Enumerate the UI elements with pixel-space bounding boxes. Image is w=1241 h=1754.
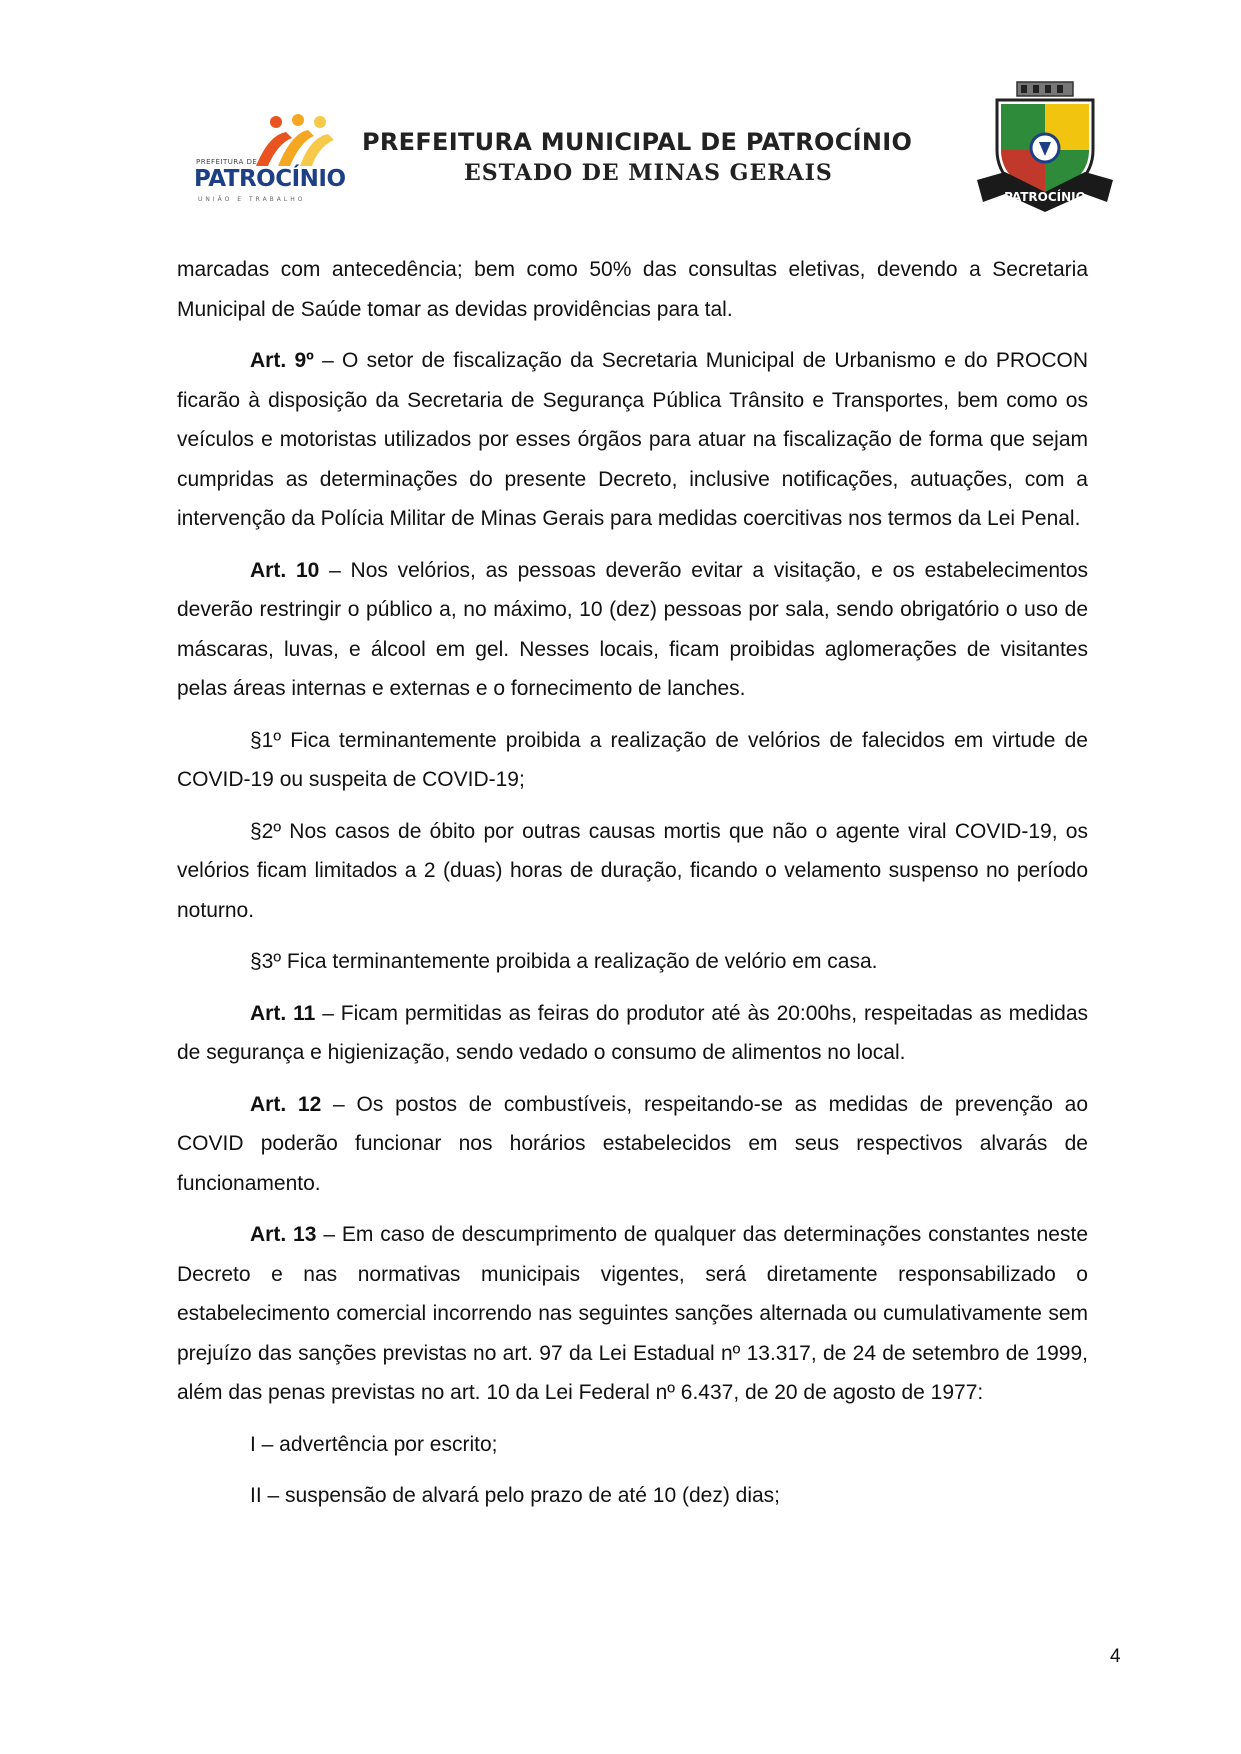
paragraph-text: II – suspensão de alvará pelo prazo de até 10 (dez) dias; (250, 1484, 781, 1507)
paragraph-art-10 (177, 551, 1088, 709)
paragraph-art-9 (177, 341, 1088, 539)
article-label: Art. 10 (250, 558, 320, 582)
page-header (0, 0, 1241, 230)
paragraph-text: I – advertência por escrito; (250, 1432, 498, 1456)
paragraph-text: marcadas com antecedência; bem como 50% das consultas eletivas, devendo a Secretaria Municipal de Saúde tomar as devidas providências para tal. (177, 258, 1088, 321)
article-label: Art. 13 (250, 1223, 317, 1246)
paragraph-art-13 (177, 1215, 1088, 1413)
paragraph-text: – Ficam permitidas as feiras do produtor até às 20:00hs, respeitadas as medidas de segurança e higienização, sendo vedado o consumo de alimentos no local. (177, 1001, 1088, 1064)
page-number: 4 (1110, 1646, 1121, 1667)
list-item-ii (177, 1476, 1088, 1516)
document-body (177, 250, 1088, 1528)
header-title: PREFEITURA MUNICIPAL DE PATROCÍNIO (362, 128, 913, 156)
list-item-i (177, 1425, 1088, 1465)
paragraph-text: – Nos velórios, as pessoas deverão evitar a visitação, e os estabelecimentos deverão restringir o público a, no máximo, 10 (dez) pessoas por sala, sendo obrigatório o uso de máscaras, luvas, e álcool em gel. Nesses locais, ficam proibidas aglomerações de visitantes pelas áreas internas e externas e o fornecimento de lanches. (177, 558, 1089, 700)
logo-small-text: PREFEITURA DE (196, 158, 258, 166)
paragraph-continuation (177, 250, 1088, 329)
coat-of-arms-icon (975, 80, 1115, 215)
paragraph-section-1 (177, 721, 1088, 800)
logo-brand-text: PATROCÍNIO (194, 166, 346, 192)
article-label: Art. 9º (250, 349, 314, 372)
article-label: Art. 12 (250, 1092, 322, 1116)
header-subtitle: ESTADO DE MINAS GERAIS (464, 160, 833, 186)
paragraph-text: §2º Nos casos de óbito por outras causas mortis que não o agente viral COVID-19, os velórios ficam limitados a 2 (duas) horas de duração, ficando o velamento suspenso no período noturno. (177, 819, 1088, 922)
header-title-block (362, 128, 962, 186)
paragraph-text: – Os postos de combustíveis, respeitando-se as medidas de prevenção ao COVID poderão funcionar nos horários estabelecidos em seus respectivos alvarás de funcionamento. (177, 1092, 1089, 1195)
paragraph-art-12 (177, 1085, 1088, 1204)
article-label: Art. 11 (250, 1001, 316, 1025)
paragraph-section-3 (177, 942, 1088, 982)
municipal-logo (190, 112, 346, 203)
paragraph-art-11 (177, 994, 1088, 1073)
people-figures-icon (246, 112, 336, 168)
crest-label: PATROCÍNIO (1004, 190, 1086, 204)
paragraph-section-2 (177, 812, 1088, 931)
paragraph-text: – Em caso de descumprimento de qualquer das determinações constantes neste Decreto e nas normativas municipais vigentes, será diretamente responsabilizado o estabelecimento comercial incorrendo nas seguintes sanções alternada ou cumulativamente sem prejuízo das sanções previstas no art. 97 da Lei Estadual nº 13.317, de 24 de setembro de 1999, além das penas previstas no art. 10 da Lei Federal nº 6.437, de 20 de agosto de 1977: (177, 1223, 1089, 1404)
paragraph-text: §3º Fica terminantemente proibida a realização de velório em casa. (250, 950, 878, 973)
logo-motto-text: UNIÃO E TRABALHO (198, 196, 306, 203)
paragraph-text: §1º Fica terminantemente proibida a realização de velórios de falecidos em virtude de COVID-19 ou suspeita de COVID-19; (177, 728, 1088, 791)
paragraph-text: – O setor de fiscalização da Secretaria Municipal de Urbanismo e do PROCON ficarão à disposição da Secretaria de Segurança Pública Trânsito e Transportes, bem como os veículos e motoristas utilizados por esses órgãos para atuar na fiscalização de forma que sejam cumpridas as determinações do presente Decreto, inclusive notificações, autuações, com a intervenção da Polícia Militar de Minas Gerais para medidas coercitivas nos termos da Lei Penal. (177, 349, 1088, 530)
